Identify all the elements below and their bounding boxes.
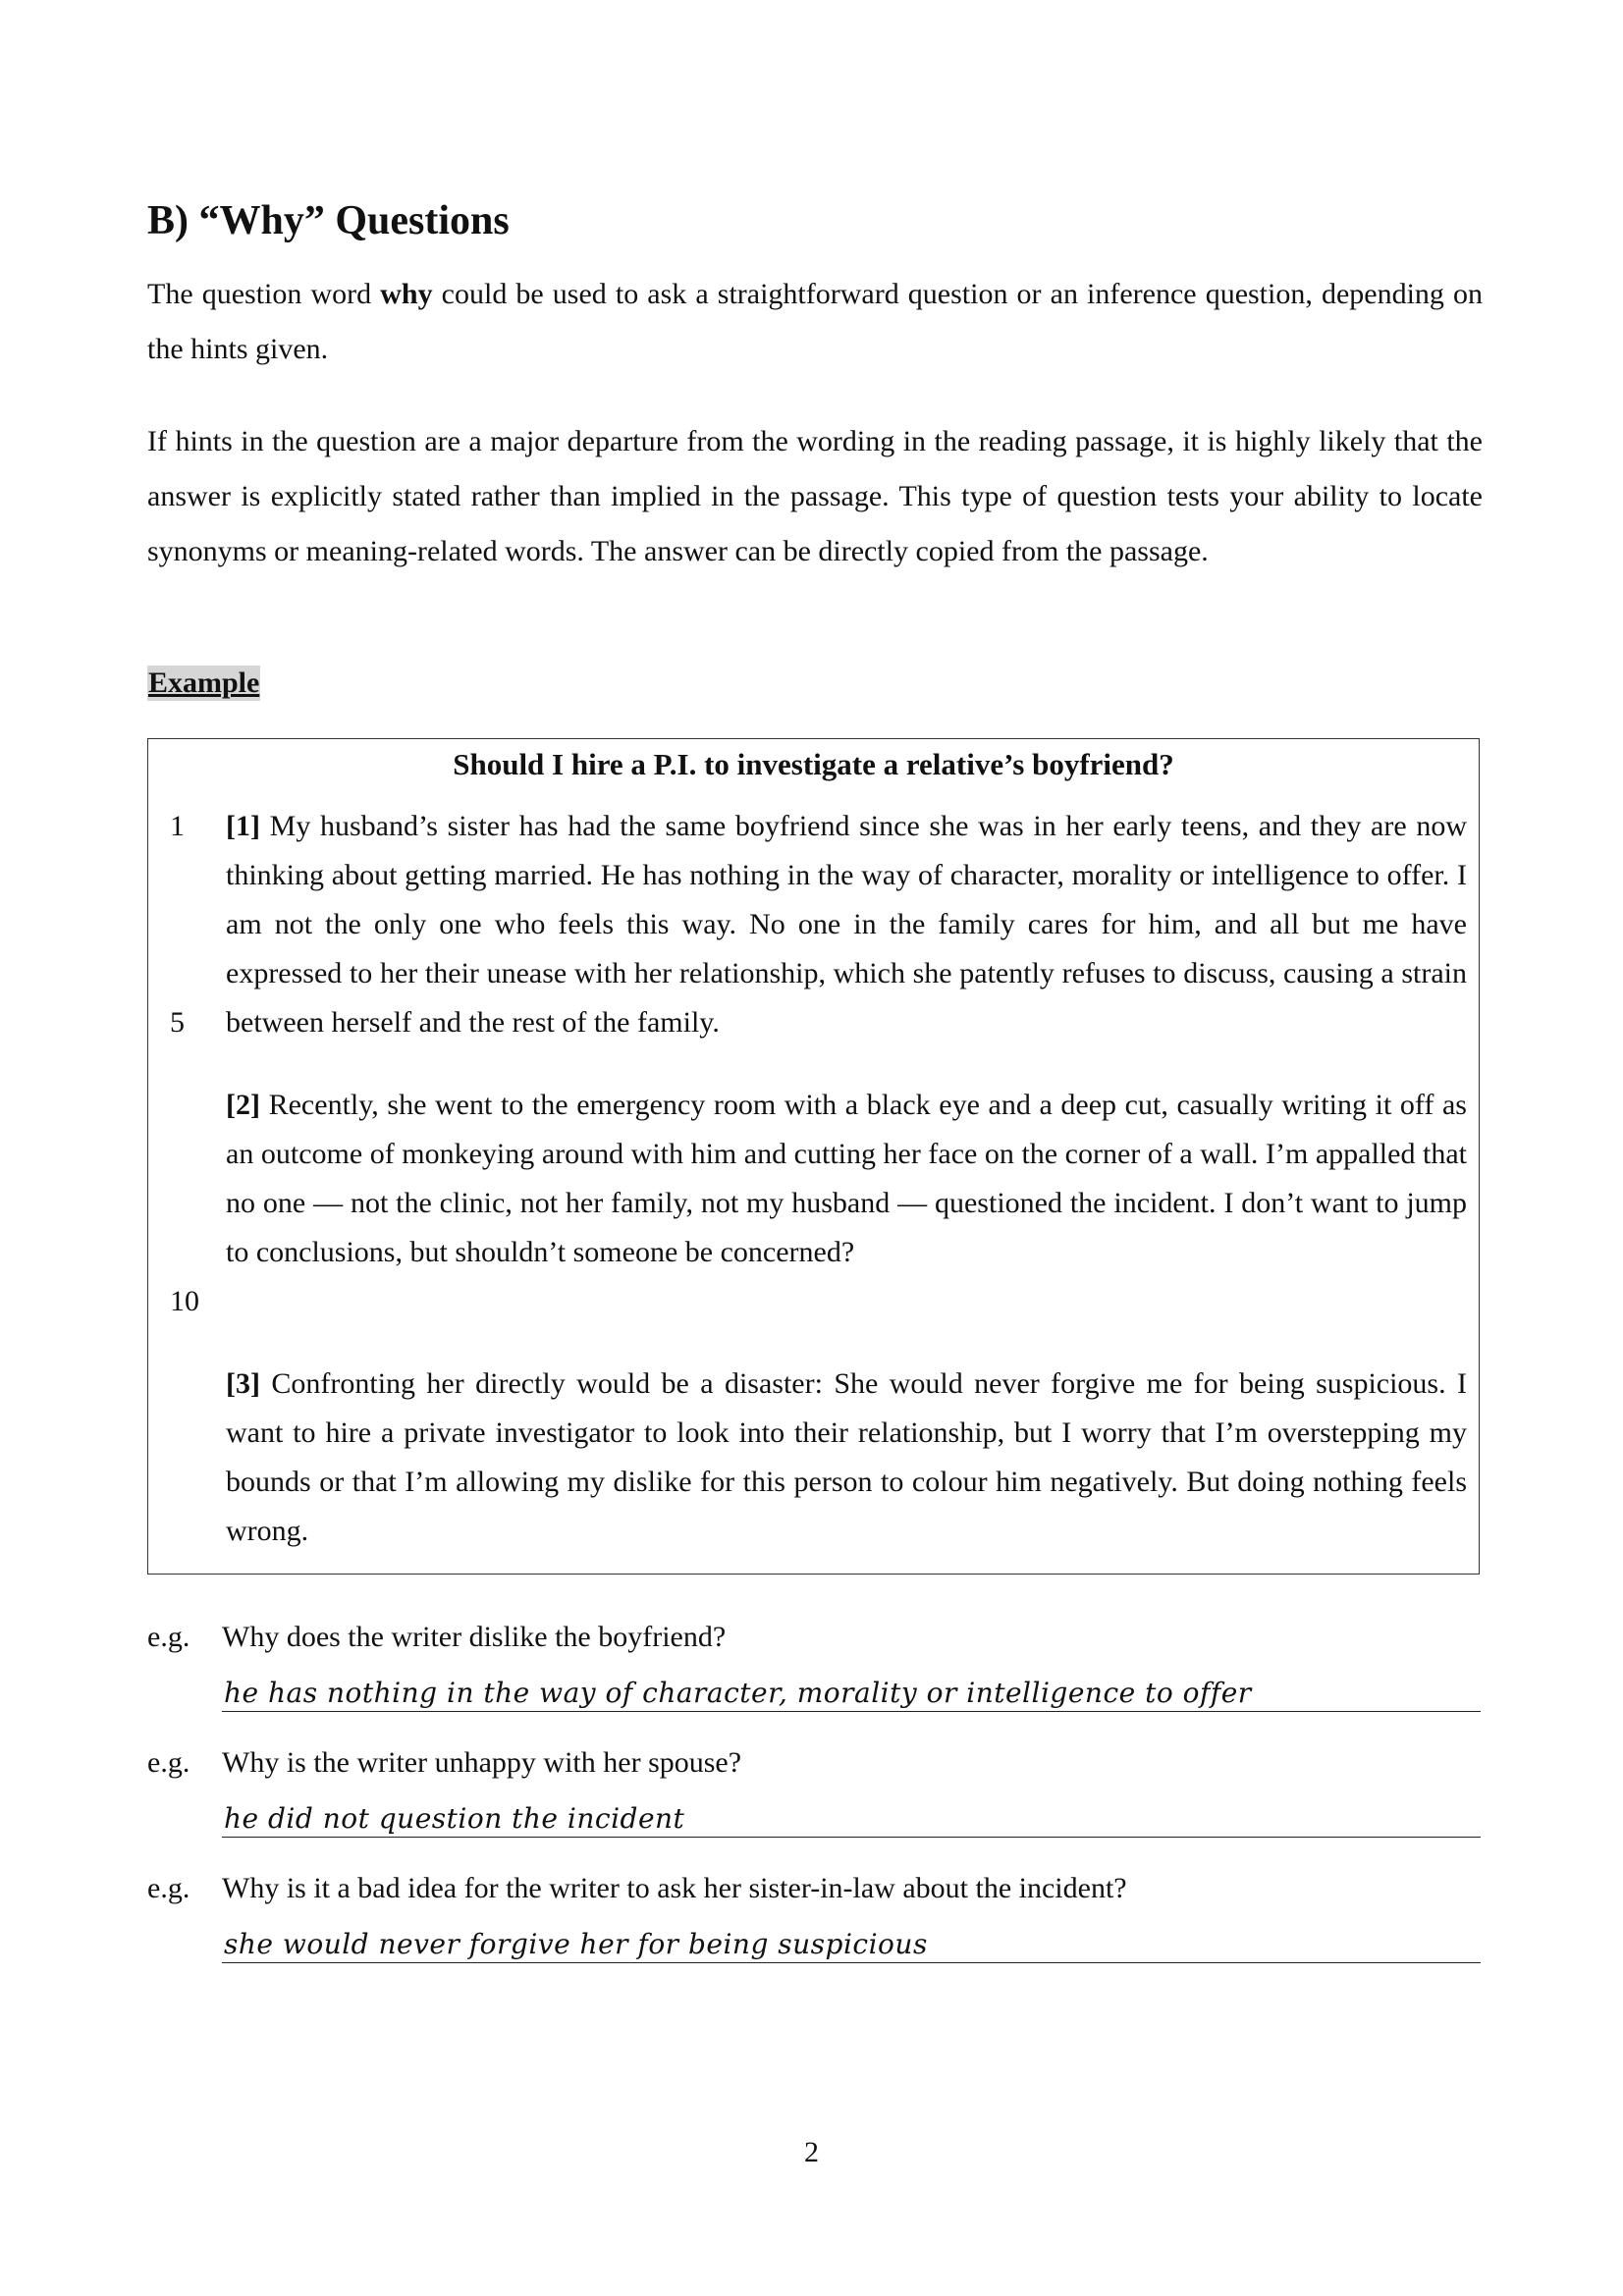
- answer-line-3[interactable]: [222, 1916, 1481, 1963]
- line-number: 10: [170, 1285, 199, 1317]
- page-number: 2: [804, 2136, 819, 2168]
- passage-paragraph-2: [226, 1081, 1467, 1277]
- intro-text: The question word: [147, 278, 381, 310]
- example-label: Example: [148, 667, 260, 699]
- reading-passage-box: [147, 738, 1480, 1575]
- paragraph-text: Confronting her directly would be a disaster: She would never forgive me for being suspicious. I want to hire a private investigator to look into their relationship, but I worry that I’m overstepping my bounds or that I’m allowing my dislike for this person to colour him negatively. But doing nothing feels wrong.: [226, 1367, 1467, 1547]
- question-3: [147, 1869, 1127, 1908]
- eg-prefix: e.g.: [147, 1621, 190, 1653]
- paragraph-marker: [2]: [226, 1089, 260, 1121]
- section-title: B) “Why” Questions: [147, 198, 510, 243]
- answer-line-2[interactable]: [222, 1790, 1481, 1838]
- handwritten-answer: he has nothing in the way of character, morality or intelligence to offer: [224, 1677, 1252, 1709]
- question-1: [147, 1618, 726, 1657]
- line-number: 1: [170, 810, 185, 842]
- question-text: Why is it a bad idea for the writer to ask her sister-in-law about the incident?: [222, 1872, 1127, 1904]
- passage-paragraph-3: [226, 1360, 1467, 1556]
- paragraph-text: Recently, she went to the emergency room with a black eye and a deep cut, casually writing it off as an outcome of monkeying around with him and cutting her face on the corner of a wall. I’m appalled that no one — not the clinic, not her family, not my husband — questioned the incident. I don’t want to jump to conclusions, but shouldn’t someone be concerned?: [226, 1089, 1467, 1268]
- handwritten-answer: she would never forgive her for being suspicious: [224, 1928, 928, 1960]
- passage-paragraph-1: [226, 802, 1467, 1047]
- paragraph-marker: [3]: [226, 1367, 260, 1400]
- intro-paragraph-1: [147, 267, 1483, 377]
- question-text: Why is the writer unhappy with her spouse?: [222, 1746, 742, 1779]
- question-2: [147, 1743, 741, 1783]
- eg-prefix: e.g.: [147, 1746, 190, 1779]
- line-number: 5: [170, 1006, 185, 1039]
- paragraph-marker: [1]: [226, 810, 260, 842]
- handwritten-answer: he did not question the incident: [224, 1802, 685, 1835]
- intro-text: could be used to ask a straightforward question or an inference question, depending on the hints given.: [147, 278, 1483, 365]
- intro-paragraph-2: If hints in the question are a major departure from the wording in the reading passage, it is highly likely that the answer is explicitly stated rather than implied in the passage. This type of question tests your ability to locate synonyms or meaning-related words. The answer can be directly copied from the passage.: [147, 425, 1483, 567]
- answer-line-1[interactable]: [222, 1665, 1481, 1712]
- question-text: Why does the writer dislike the boyfriend?: [222, 1621, 727, 1653]
- passage-title: Should I hire a P.I. to investigate a relative’s boyfriend?: [453, 747, 1174, 781]
- paragraph-text: My husband’s sister has had the same boyfriend since she was in her early teens, and they are now thinking about getting married. He has nothing in the way of character, morality or intelligence to offer. I am not the only one who feels this way. No one in the family cares for him, and all but me have expressed to her their unease with her relationship, which she patently refuses to discuss, causing a strain between herself and the rest of the family.: [226, 810, 1467, 1039]
- eg-prefix: e.g.: [147, 1872, 190, 1904]
- keyword-why: why: [380, 278, 433, 310]
